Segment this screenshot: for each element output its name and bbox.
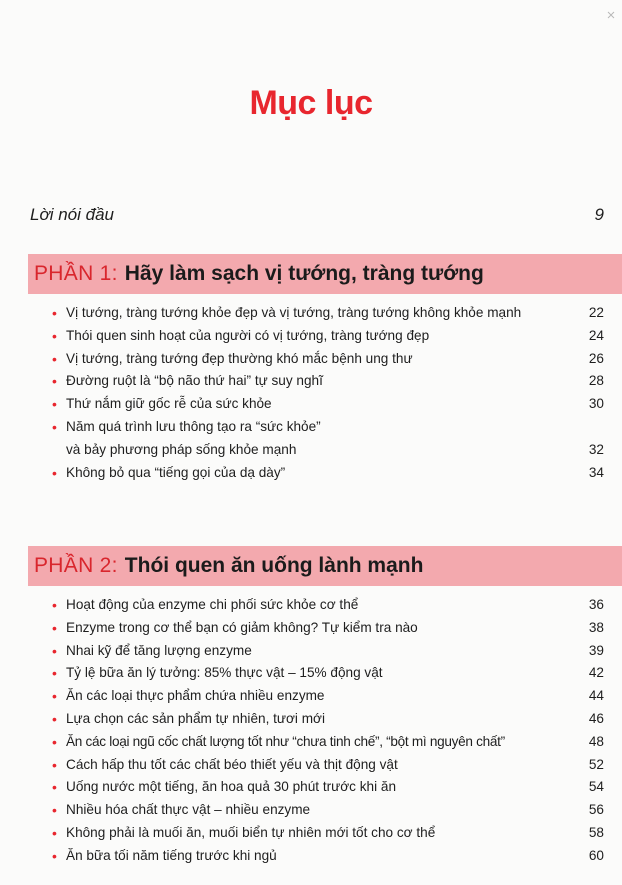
entry-text: Uống nước một tiếng, ăn hoa quả 30 phút trước khi ăn bbox=[66, 779, 397, 795]
toc-entry[interactable] bbox=[50, 845, 604, 868]
entry-text: Thứ nắm giữ gốc rễ của sức khỏe bbox=[66, 396, 272, 412]
part-2-label: PHẦN 2: bbox=[34, 554, 118, 577]
entry-text: Đường ruột là “bộ não thứ hai” tự suy nghĩ bbox=[66, 373, 323, 389]
entry-page: 52 bbox=[588, 756, 604, 772]
entry-page: 46 bbox=[588, 710, 604, 726]
entry-text: Vị tướng, tràng tướng đẹp thường khó mắc bệnh ung thư bbox=[66, 350, 413, 366]
entry-text: Thói quen sinh hoạt của người có vị tướng, tràng tướng đẹp bbox=[66, 327, 430, 343]
toc-entry[interactable] bbox=[50, 640, 604, 663]
bullet-icon: • bbox=[52, 847, 57, 864]
toc-entry[interactable] bbox=[50, 708, 604, 731]
toc-entry[interactable] bbox=[50, 662, 604, 685]
entry-text: và bảy phương pháp sống khỏe mạnh bbox=[66, 441, 297, 457]
page-title: Mục lục bbox=[249, 84, 373, 122]
bullet-icon: • bbox=[52, 350, 57, 367]
bullet-icon: • bbox=[52, 710, 57, 727]
entry-page: 32 bbox=[588, 441, 604, 457]
entry-text: Ăn bữa tối năm tiếng trước khi ngủ bbox=[66, 847, 277, 863]
bullet-icon: • bbox=[52, 464, 57, 481]
entry-page: 54 bbox=[588, 779, 604, 795]
toc-entry[interactable] bbox=[50, 776, 604, 799]
entry-text: Nhai kỹ để tăng lượng enzyme bbox=[66, 642, 252, 658]
entry-text: Lựa chọn các sản phẩm tự nhiên, tươi mới bbox=[66, 710, 325, 726]
entry-page: 60 bbox=[588, 847, 604, 863]
entry-page: 48 bbox=[588, 733, 604, 749]
entry-page: 38 bbox=[588, 619, 604, 635]
entry-page: 44 bbox=[588, 688, 604, 704]
entry-text: Không bỏ qua “tiếng gọi của dạ dày” bbox=[66, 464, 286, 480]
entry-page: 26 bbox=[588, 350, 604, 366]
preface-page: 9 bbox=[594, 205, 604, 224]
entry-text: Nhiều hóa chất thực vật – nhiều enzyme bbox=[66, 802, 311, 818]
entry-text: Ăn các loại thực phẩm chứa nhiều enzyme bbox=[66, 688, 325, 704]
entry-text: Ăn các loại ngũ cốc chất lượng tốt như “chưa tinh chế”, “bột mì nguyên chất” bbox=[66, 733, 505, 749]
toc-entry[interactable] bbox=[50, 416, 604, 439]
toc-entry[interactable] bbox=[50, 370, 604, 393]
bullet-icon: • bbox=[52, 733, 57, 750]
bullet-icon: • bbox=[52, 665, 57, 682]
toc-entry[interactable] bbox=[50, 731, 604, 754]
entry-text: Năm quá trình lưu thông tạo ra “sức khỏe” bbox=[66, 418, 321, 434]
toc-entry[interactable] bbox=[50, 302, 604, 325]
corner-mark-icon bbox=[606, 10, 616, 20]
entry-page: 56 bbox=[588, 802, 604, 818]
entry-page: 24 bbox=[588, 327, 604, 343]
bullet-icon: • bbox=[52, 597, 57, 613]
toc-entry[interactable] bbox=[50, 822, 604, 845]
toc-entry[interactable] bbox=[50, 325, 604, 348]
part-2-list bbox=[50, 594, 604, 868]
entry-page: 39 bbox=[588, 642, 604, 658]
toc-entry[interactable] bbox=[50, 685, 604, 708]
bullet-icon: • bbox=[52, 418, 57, 435]
bullet-icon: • bbox=[52, 642, 57, 659]
bullet-icon: • bbox=[52, 756, 57, 773]
entry-page: 58 bbox=[588, 824, 604, 840]
part-1-banner bbox=[28, 254, 622, 294]
toc-entry[interactable] bbox=[50, 799, 604, 822]
bullet-icon: • bbox=[52, 327, 57, 344]
entry-text: Hoạt động của enzyme chi phối sức khỏe cơ thể bbox=[66, 597, 359, 612]
entry-page: 36 bbox=[588, 597, 604, 612]
bullet-icon: • bbox=[52, 373, 57, 390]
entry-page: 42 bbox=[588, 665, 604, 681]
bullet-icon: • bbox=[52, 779, 57, 796]
part-1-list bbox=[50, 302, 604, 484]
toc-entry[interactable] bbox=[50, 594, 604, 617]
entry-page: 22 bbox=[588, 305, 604, 320]
toc-entry[interactable] bbox=[50, 393, 604, 416]
entry-text: Tỷ lệ bữa ăn lý tưởng: 85% thực vật – 15% động vật bbox=[66, 665, 383, 681]
bullet-icon: • bbox=[52, 305, 57, 321]
toc-entry[interactable] bbox=[50, 462, 604, 485]
bullet-icon: • bbox=[52, 396, 57, 413]
bullet-icon: • bbox=[52, 824, 57, 841]
bullet-icon: • bbox=[52, 802, 57, 819]
entry-page: 34 bbox=[588, 464, 604, 480]
toc-entry-continuation[interactable] bbox=[50, 439, 604, 462]
toc-entry[interactable] bbox=[50, 348, 604, 371]
part-2-title: Thói quen ăn uống lành mạnh bbox=[124, 554, 424, 577]
preface-label: Lời nói đầu bbox=[30, 205, 115, 224]
entry-page: 30 bbox=[588, 396, 604, 412]
bullet-icon: • bbox=[52, 688, 57, 705]
entry-page: 28 bbox=[588, 373, 604, 389]
part-1-title: Hãy làm sạch vị tướng, tràng tướng bbox=[124, 262, 484, 285]
toc-entry-preface[interactable] bbox=[30, 200, 604, 230]
toc-entry[interactable] bbox=[50, 754, 604, 777]
part-1-label: PHẦN 1: bbox=[34, 262, 118, 285]
part-2-banner bbox=[28, 546, 622, 586]
entry-text: Không phải là muối ăn, muối biển tự nhiên mới tốt cho cơ thể bbox=[66, 824, 436, 840]
entry-text: Cách hấp thu tốt các chất béo thiết yếu và thịt động vật bbox=[66, 756, 398, 772]
toc-entry[interactable] bbox=[50, 617, 604, 640]
entry-text: Enzyme trong cơ thể bạn có giảm không? Tự kiểm tra nào bbox=[66, 619, 418, 635]
entry-text: Vị tướng, tràng tướng khỏe đẹp và vị tướng, tràng tướng không khỏe mạnh bbox=[66, 305, 522, 320]
bullet-icon: • bbox=[52, 619, 57, 636]
